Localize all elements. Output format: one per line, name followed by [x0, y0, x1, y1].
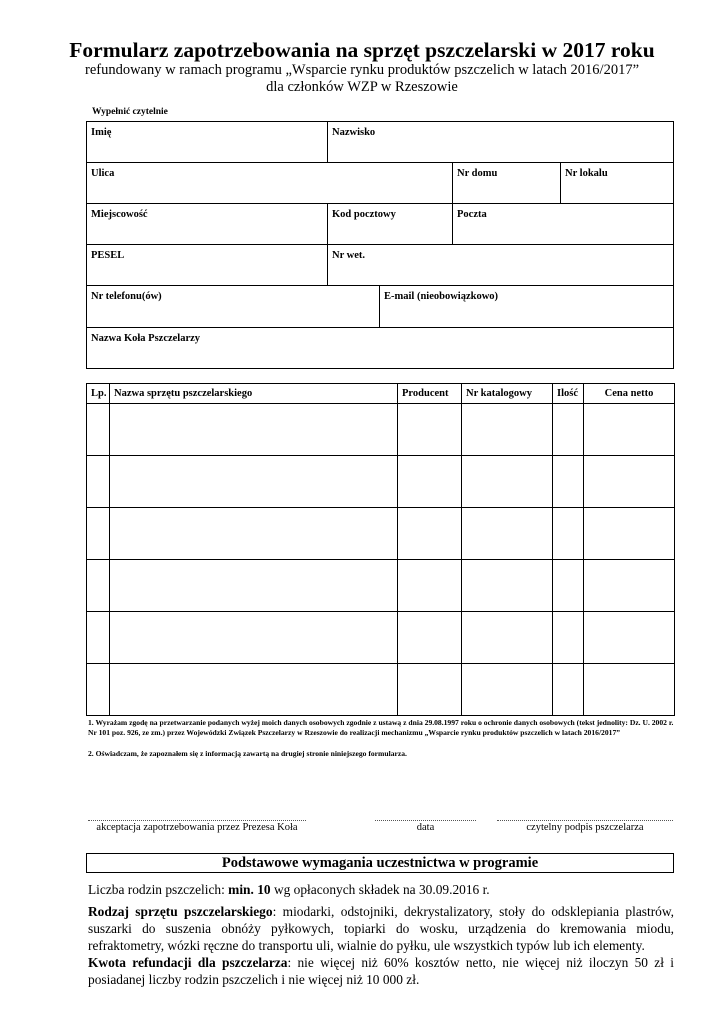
table-row: [87, 664, 675, 716]
pesel-field[interactable]: [86, 244, 328, 286]
requirement-text: wg opłaconych składek na 30.09.2016 r.: [270, 882, 490, 897]
acceptance-caption: akceptacja zapotrzebowania przez Prezesa Koła: [96, 822, 298, 833]
requirement-text: : nie więcej niż 60% kosztów netto, nie więcej niż iloczyn 50 zł i posiadanej liczby rodzin pszczelich i nie więcej niż 10 000 zł.: [88, 955, 675, 987]
phone-field[interactable]: [86, 285, 380, 328]
requirement-emphasis: Kwota refundacji dla pszczelarza: [88, 955, 288, 970]
field-label: Nr telefonu(ów): [91, 291, 162, 302]
table-cell[interactable]: [398, 612, 462, 664]
table-row: [87, 612, 675, 664]
requirement-equipment-types: [88, 903, 674, 954]
table-cell[interactable]: [553, 456, 584, 508]
beekeeper-signature-line[interactable]: [497, 820, 673, 821]
table-cell[interactable]: [462, 404, 553, 456]
information-acknowledgement: 2. Oświadczam, że zapoznałem się z informacją zawartą na drugiej stronie niniejszego formularza.: [88, 749, 407, 758]
table-cell[interactable]: [553, 404, 584, 456]
table-cell[interactable]: [398, 456, 462, 508]
page-title: Formularz zapotrzebowania na sprzęt pszczelarski w 2017 roku: [69, 38, 655, 62]
table-cell[interactable]: [87, 508, 110, 560]
table-row: [87, 560, 675, 612]
table-cell[interactable]: [584, 404, 675, 456]
table-cell[interactable]: [584, 456, 675, 508]
requirement-refund-amount: [88, 954, 674, 988]
table-cell[interactable]: [87, 404, 110, 456]
field-label: PESEL: [91, 250, 125, 261]
field-label: E-mail (nieobowiązkowo): [384, 291, 499, 302]
table-cell[interactable]: [584, 612, 675, 664]
page-subtitle-recipients: dla członków WZP w Rzeszowie: [266, 79, 458, 95]
requirement-text: Liczba rodzin pszczelich:: [88, 882, 229, 897]
table-cell[interactable]: [110, 560, 398, 612]
table-cell[interactable]: [584, 508, 675, 560]
field-label: Nr domu: [457, 168, 498, 179]
table-cell[interactable]: [553, 664, 584, 716]
table-cell[interactable]: [462, 456, 553, 508]
table-header-row: [87, 384, 675, 404]
email-field[interactable]: [379, 285, 674, 328]
table-row: [87, 508, 675, 560]
requirement-emphasis: min. 10: [228, 882, 271, 897]
table-row: [87, 456, 675, 508]
table-cell[interactable]: [110, 456, 398, 508]
table-cell[interactable]: [398, 508, 462, 560]
requirement-text: : miodarki, odstojniki, dekrystalizatory, stoły do odsklepiania plastrów, suszarki do suszenia obnóży pyłkowych, topiarki do wosku, urządzenia do kremowania miodu, refraktometry, wózki ręczne do transportu uli, wialnie do pyłku, ule wszystkich typów lub ich elementy.: [88, 904, 674, 953]
date-line[interactable]: [375, 820, 476, 821]
street-field[interactable]: [86, 162, 453, 204]
table-cell[interactable]: [398, 560, 462, 612]
table-cell[interactable]: [110, 404, 398, 456]
table-cell[interactable]: [87, 456, 110, 508]
first-name-field[interactable]: [86, 121, 328, 163]
field-label: Nr wet.: [332, 250, 366, 261]
table-cell[interactable]: [87, 612, 110, 664]
requirements-heading: Podstawowe wymagania uczestnictwa w programie: [86, 853, 674, 873]
table-cell[interactable]: [553, 560, 584, 612]
table-cell[interactable]: [553, 508, 584, 560]
table-cell[interactable]: [462, 508, 553, 560]
acceptance-signature-line[interactable]: [88, 820, 306, 821]
beekeepers-club-field[interactable]: [86, 327, 674, 369]
fill-instruction: Wypełnić czytelnie: [92, 107, 168, 117]
field-label: Kod pocztowy: [332, 209, 396, 220]
table-cell[interactable]: [110, 508, 398, 560]
table-cell[interactable]: [462, 664, 553, 716]
requirement-emphasis: Rodzaj sprzętu pszczelarskiego: [88, 904, 273, 919]
table-cell[interactable]: [584, 560, 675, 612]
beekeeper-signature-caption: czytelny podpis pszczelarza: [526, 822, 644, 833]
column-header-lp: Lp.: [87, 384, 110, 404]
date-caption: data: [416, 822, 435, 833]
last-name-field[interactable]: [327, 121, 674, 163]
table-cell[interactable]: [462, 560, 553, 612]
town-field[interactable]: [86, 203, 328, 245]
field-label: Nazwisko: [332, 127, 376, 138]
column-header-catalog-number: Nr katalogowy: [462, 384, 553, 404]
column-header-net-price: Cena netto: [584, 384, 675, 404]
page-subtitle: refundowany w ramach programu „Wsparcie rynku produktów pszczelich w latach 2016/2017”: [84, 62, 640, 78]
field-label: Imię: [91, 127, 112, 138]
post-office-field[interactable]: [452, 203, 674, 245]
table-cell[interactable]: [110, 664, 398, 716]
column-header-producer: Producent: [398, 384, 462, 404]
table-cell[interactable]: [398, 664, 462, 716]
table-cell[interactable]: [398, 404, 462, 456]
table-cell[interactable]: [87, 664, 110, 716]
apartment-number-field[interactable]: [560, 162, 674, 204]
field-label: Ulica: [91, 168, 115, 179]
field-label: Nazwa Koła Pszczelarzy: [91, 333, 201, 344]
table-cell[interactable]: [110, 612, 398, 664]
table-cell[interactable]: [462, 612, 553, 664]
column-header-name: Nazwa sprzętu pszczelarskiego: [110, 384, 398, 404]
postal-code-field[interactable]: [327, 203, 453, 245]
house-number-field[interactable]: [452, 162, 561, 204]
field-label: Nr lokalu: [565, 168, 608, 179]
vet-number-field[interactable]: [327, 244, 674, 286]
table-row: [87, 404, 675, 456]
requirement-colonies: [88, 881, 674, 898]
field-label: Poczta: [457, 209, 487, 220]
equipment-table: [86, 383, 675, 716]
table-cell[interactable]: [87, 560, 110, 612]
field-label: Miejscowość: [91, 209, 148, 220]
column-header-quantity: Ilość: [553, 384, 584, 404]
data-processing-consent: 1. Wyrażam zgodę na przetwarzanie podanych wyżej moich danych osobowych zgodnie z ustawą z dnia 29.08.1997 roku o ochronie danych osobowych (tekst jednolity: Dz. U. 2002 r. Nr 101 poz. 926, ze zm.) przez Wojewódzki Związek Pszczelarzy w Rzeszowie do realizacji mechanizmu „Wsparcie rynku produktów pszczelich w latach 2016/2017”: [88, 718, 674, 737]
table-cell[interactable]: [553, 612, 584, 664]
table-cell[interactable]: [584, 664, 675, 716]
